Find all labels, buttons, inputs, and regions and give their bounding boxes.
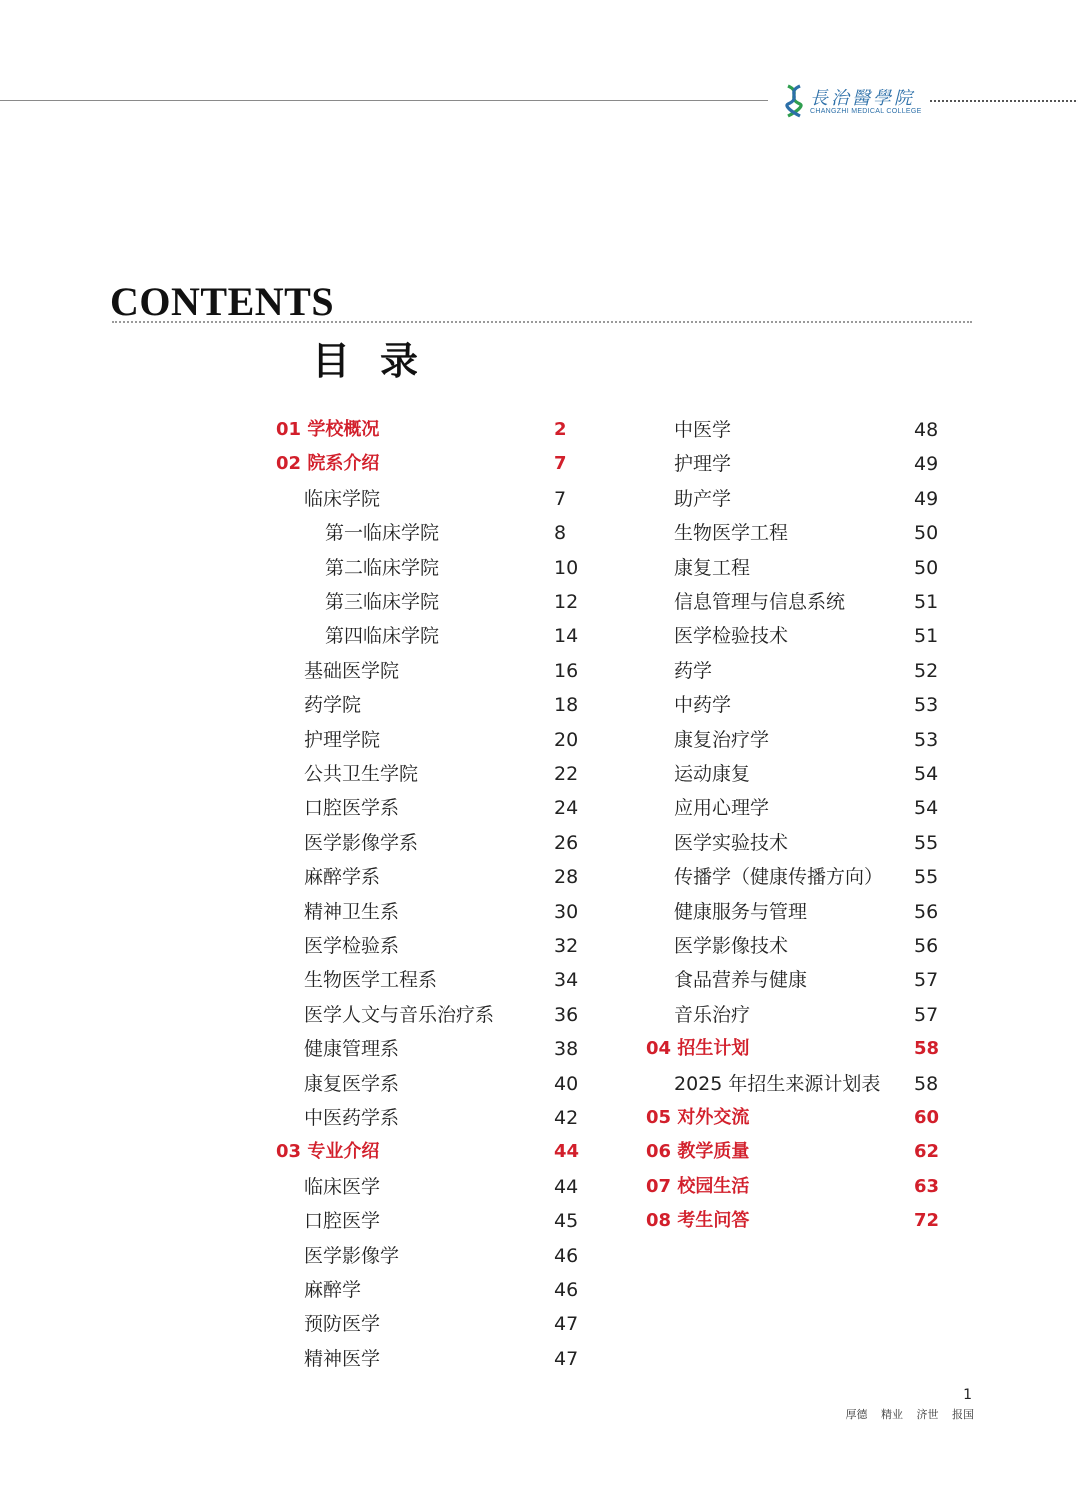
toc-entry-label: 康复治疗学: [674, 728, 770, 751]
toc-section-entry[interactable]: [646, 1101, 954, 1135]
toc-entry-page: 57: [914, 969, 939, 992]
toc-entry-label: 临床学院: [304, 487, 381, 510]
toc-entry-label: 传播学（健康传播方向）: [674, 866, 884, 889]
toc-entry-page: 22: [554, 763, 579, 785]
toc-entry[interactable]: [304, 826, 594, 860]
toc-entry-page: 53: [914, 728, 939, 751]
header-dotted-rule: [930, 100, 1076, 102]
toc-entry[interactable]: [304, 482, 594, 516]
toc-entry[interactable]: [674, 791, 954, 825]
toc-entry-page: 8: [554, 522, 567, 545]
toc-entry-label: 生物医学工程系: [304, 969, 438, 992]
toc-entry[interactable]: [674, 482, 954, 516]
toc-entry-label: 05 对外交流: [646, 1107, 750, 1128]
toc-entry-page: 7: [554, 487, 567, 510]
toc-entry[interactable]: [304, 1101, 594, 1135]
toc-entry-page: 63: [914, 1175, 940, 1197]
toc-entry[interactable]: [674, 757, 954, 791]
toc-entry-page: 47: [554, 1313, 579, 1336]
toc-entry-label: 护理学: [674, 453, 732, 476]
toc-entry-label: 03 专业介绍: [276, 1141, 380, 1163]
toc-entry-page: 46: [554, 1244, 579, 1267]
logo-name-en: CHANGZHI MEDICAL COLLEGE: [810, 108, 922, 115]
toc-section-entry[interactable]: [276, 1135, 594, 1169]
contents-title-cn: 目录: [312, 338, 449, 383]
toc-entry-label: 口腔医学系: [304, 797, 400, 820]
toc-entry-label: 医学影像技术: [674, 935, 789, 957]
toc-entry-page: 57: [914, 1003, 939, 1026]
toc-entry[interactable]: [304, 998, 594, 1032]
toc-entry-page: 49: [914, 487, 939, 510]
toc-entry-label: 药学院: [304, 694, 362, 717]
toc-entry-label: 第三临床学院: [325, 591, 440, 613]
toc-entry[interactable]: [674, 929, 954, 963]
toc-entry-page: 50: [914, 522, 939, 545]
toc-entry-label: 健康管理系: [304, 1038, 400, 1061]
toc-entry-page: 72: [914, 1210, 940, 1232]
toc-entry-page: 16: [554, 659, 579, 682]
toc-entry-label: 预防医学: [304, 1313, 381, 1336]
toc-entry-label: 康复医学系: [304, 1072, 400, 1095]
college-logo: [782, 82, 922, 120]
toc-entry-page: 18: [554, 694, 579, 717]
toc-entry[interactable]: [304, 757, 594, 791]
toc-entry-page: 49: [914, 453, 939, 476]
toc-entry-label: 医学影像学系: [304, 831, 419, 854]
toc-entry-label: 麻醉学系: [304, 866, 381, 889]
toc-entry-page: 58: [914, 1038, 940, 1060]
toc-entry[interactable]: [304, 1307, 594, 1341]
toc-entry-label: 中医药学系: [304, 1107, 400, 1129]
toc-entry-label: 07 校园生活: [646, 1175, 750, 1197]
toc-entry-page: 46: [554, 1279, 579, 1301]
toc-entry-page: 53: [914, 694, 939, 717]
toc-entry-label: 音乐治疗: [674, 1003, 751, 1026]
toc-entry[interactable]: [304, 791, 594, 825]
toc-entry-page: 10: [554, 556, 579, 579]
toc-entry[interactable]: [304, 654, 594, 688]
toc-entry-label: 运动康复: [674, 763, 751, 785]
toc-entry-page: 28: [554, 866, 579, 889]
toc-entry-page: 44: [554, 1175, 579, 1198]
toc-entry[interactable]: [674, 826, 954, 860]
toc-entry-label: 01 学校概况: [276, 419, 380, 440]
toc-entry-label: 医学检验系: [304, 935, 400, 957]
toc-entry[interactable]: [674, 447, 954, 481]
toc-entry-label: 健康服务与管理: [674, 900, 808, 923]
toc-entry-label: 口腔医学: [304, 1210, 381, 1233]
toc-entry-label: 精神卫生系: [304, 900, 400, 923]
toc-entry-page: 50: [914, 556, 939, 579]
toc-entry-label: 食品营养与健康: [674, 969, 808, 992]
toc-section-entry[interactable]: [646, 1204, 954, 1238]
toc-section-entry[interactable]: [276, 413, 594, 447]
toc-entry-page: 58: [914, 1072, 939, 1095]
title-dotted-rule: [112, 321, 972, 323]
toc-entry-page: 62: [914, 1141, 940, 1163]
toc-entry[interactable]: [325, 551, 594, 585]
toc-entry-label: 中医学: [674, 419, 732, 441]
toc-section-entry[interactable]: [646, 1170, 954, 1204]
toc-entry-page: 20: [554, 728, 579, 751]
toc-entry-label: 基础医学院: [304, 659, 400, 682]
toc-entry-page: 32: [554, 935, 579, 957]
page-number: 1: [963, 1387, 972, 1403]
toc-entry[interactable]: [304, 1204, 594, 1238]
toc-entry[interactable]: [674, 998, 954, 1032]
toc-section-entry[interactable]: [276, 447, 594, 481]
toc-entry-label: 08 考生问答: [646, 1210, 750, 1232]
toc-entry-label: 第四临床学院: [325, 625, 440, 648]
toc-entry[interactable]: [674, 413, 954, 447]
toc-entry[interactable]: [304, 1342, 594, 1376]
toc-entry-page: 36: [554, 1003, 579, 1026]
toc-entry-page: 24: [554, 797, 579, 820]
toc-entry[interactable]: [325, 585, 594, 619]
toc-entry-label: 信息管理与信息系统: [674, 591, 846, 613]
logo-name-cn: 長治醫學院: [810, 88, 915, 109]
toc-entry-page: 34: [554, 969, 579, 992]
toc-entry-label: 应用心理学: [674, 797, 770, 820]
toc-entry-page: 38: [554, 1038, 579, 1061]
toc-entry[interactable]: [674, 860, 954, 894]
toc-entry-page: 55: [914, 866, 939, 889]
toc-entry-page: 14: [554, 625, 579, 648]
toc-entry[interactable]: [674, 688, 954, 722]
toc-entry-label: 麻醉学: [304, 1279, 362, 1301]
toc-entry[interactable]: [304, 895, 594, 929]
toc-entry-label: 02 院系介绍: [276, 453, 380, 475]
toc-section-entry[interactable]: [646, 1032, 954, 1066]
toc-entry[interactable]: [674, 551, 954, 585]
toc-entry[interactable]: [304, 1239, 594, 1273]
toc-entry-page: 44: [554, 1141, 580, 1163]
toc-entry[interactable]: [304, 688, 594, 722]
toc-entry[interactable]: [674, 963, 954, 997]
toc-entry-page: 7: [554, 453, 567, 475]
toc-entry[interactable]: [304, 1067, 594, 1101]
toc-entry-label: 医学影像学: [304, 1244, 400, 1267]
toc-entry[interactable]: [304, 860, 594, 894]
toc-entry-label: 医学检验技术: [674, 625, 789, 648]
toc-entry[interactable]: [674, 895, 954, 929]
toc-entry[interactable]: [304, 963, 594, 997]
toc-section-entry[interactable]: [646, 1135, 954, 1169]
toc-entry[interactable]: [304, 929, 594, 963]
toc-entry[interactable]: [304, 723, 594, 757]
toc-entry-page: 52: [914, 659, 939, 682]
dna-helix-icon: [782, 84, 806, 118]
college-motto: 厚德 精业 济世 报国: [845, 1408, 974, 1421]
toc-entry[interactable]: [304, 1032, 594, 1066]
toc-entry-page: 2: [554, 419, 567, 440]
toc-entry-page: 60: [914, 1107, 940, 1128]
toc-entry-page: 48: [914, 419, 939, 441]
toc-entry-page: 26: [554, 831, 579, 854]
toc-entry-page: 30: [554, 900, 579, 923]
toc-entry-label: 04 招生计划: [646, 1038, 750, 1060]
toc-entry[interactable]: [674, 516, 954, 550]
toc-entry-label: 2025 年招生来源计划表: [674, 1072, 881, 1095]
toc-entry-page: 40: [554, 1072, 579, 1095]
toc-entry-page: 56: [914, 935, 939, 957]
toc-entry-label: 医学人文与音乐治疗系: [304, 1003, 495, 1026]
toc-entry-page: 42: [554, 1107, 579, 1129]
toc-entry-label: 第一临床学院: [325, 522, 440, 545]
toc-entry[interactable]: [304, 1273, 594, 1307]
toc-entry[interactable]: [325, 619, 594, 653]
toc-entry[interactable]: [304, 1170, 594, 1204]
toc-entry-label: 医学实验技术: [674, 831, 789, 854]
toc-entry-page: 47: [554, 1347, 579, 1370]
toc-entry-label: 药学: [674, 659, 713, 682]
contents-title-en: CONTENTS: [110, 279, 335, 324]
toc-entry-label: 助产学: [674, 487, 732, 510]
toc-entry-page: 54: [914, 797, 939, 820]
toc-entry-page: 54: [914, 763, 939, 785]
toc-entry-page: 51: [914, 591, 939, 613]
toc-entry-label: 公共卫生学院: [304, 763, 419, 785]
toc-entry[interactable]: [674, 619, 954, 653]
toc-entry-label: 康复工程: [674, 556, 751, 579]
toc-entry-label: 第二临床学院: [325, 556, 440, 579]
toc-entry-label: 临床医学: [304, 1175, 381, 1198]
toc-entry-label: 中药学: [674, 694, 732, 717]
toc-entry[interactable]: [674, 654, 954, 688]
toc-entry[interactable]: [325, 516, 594, 550]
toc-entry[interactable]: [674, 585, 954, 619]
toc-entry-label: 生物医学工程: [674, 522, 789, 545]
toc-entry[interactable]: [674, 1067, 954, 1101]
toc-entry[interactable]: [674, 723, 954, 757]
toc-entry-label: 精神医学: [304, 1347, 381, 1370]
toc-entry-page: 12: [554, 591, 579, 613]
toc-entry-page: 55: [914, 831, 939, 854]
toc-entry-page: 51: [914, 625, 939, 648]
header-rule: [0, 100, 768, 101]
toc-entry-label: 护理学院: [304, 728, 381, 751]
toc-entry-page: 56: [914, 900, 939, 923]
toc-entry-label: 06 教学质量: [646, 1141, 750, 1163]
toc-entry-page: 45: [554, 1210, 579, 1233]
